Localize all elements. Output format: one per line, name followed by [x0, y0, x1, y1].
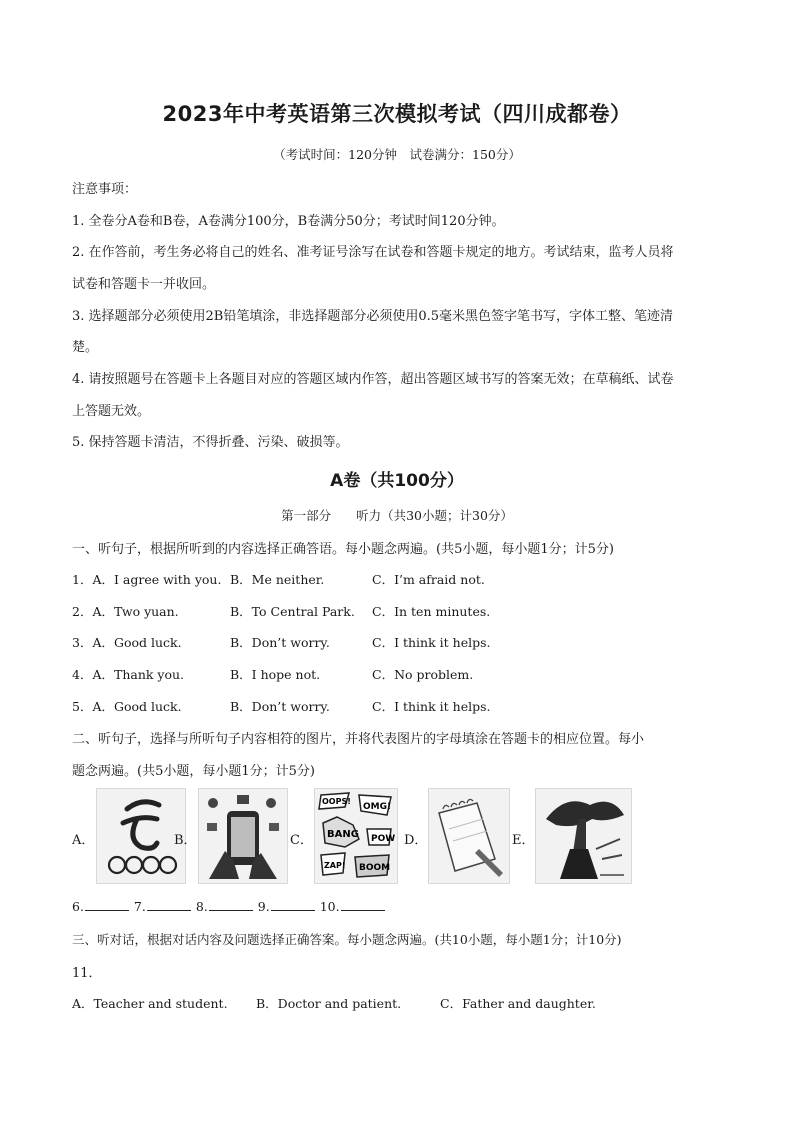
picture-label-b: B． — [174, 833, 197, 848]
option-a: A．Teacher and student. — [72, 996, 228, 1011]
option-a: 4．A．Thank you. — [72, 667, 185, 682]
olympic-rings-icon — [96, 788, 186, 884]
answer-blank[interactable] — [147, 898, 191, 911]
comic-word: OMG! — [363, 802, 392, 812]
note-line: 楚。 — [72, 340, 99, 355]
note-line: 上答题无效。 — [72, 404, 151, 419]
option-c: C．Father and daughter. — [440, 996, 596, 1011]
option-b: B．Don’t worry. — [230, 699, 330, 714]
part3-instruction: 三、听对话，根据对话内容及问题选择正确答案。每小题念两遍。(共10小题，每小题1分；计10分) — [72, 932, 622, 947]
blank-label: 6. — [72, 899, 84, 914]
option-c: C．I think it helps. — [372, 635, 491, 650]
comic-word: POW — [371, 834, 396, 844]
blank-label: 10. — [319, 899, 340, 914]
picture-label-c: C． — [290, 833, 313, 848]
option-b: B．Doctor and patient. — [256, 996, 402, 1011]
part-one-title: 第一部分 听力（共30小题；计30分） — [281, 508, 513, 523]
note-line: 5. 保持答题卡清洁，不得折叠、污染、破损等。 — [72, 435, 349, 450]
comic-word: BOOM — [359, 863, 391, 873]
answer-blank[interactable] — [85, 898, 129, 911]
exam-duration-subtitle: （考试时间：120分钟 试卷满分：150分） — [273, 147, 521, 162]
part1-instruction: 一、听句子，根据所听到的内容选择正确答语。每小题念两遍。(共5小题，每小题1分；计5分) — [72, 542, 614, 557]
note-line: 4. 请按照题号在答题卡上各题目对应的答题区域内作答，超出答题区域书写的答案无效；在草稿纸、试卷 — [72, 372, 674, 387]
answer-blank[interactable] — [341, 898, 385, 911]
option-c: C．In ten minutes. — [372, 604, 491, 619]
picture-label-d: D． — [404, 833, 428, 848]
option-b: B．Me neither. — [230, 572, 325, 587]
note-line: 试卷和答题卡一并收回。 — [72, 277, 216, 292]
option-b: B．Don’t worry. — [230, 635, 330, 650]
option-b: B．To Central Park. — [230, 604, 355, 619]
part2-instruction: 二、听句子，选择与所听句子内容相符的图片，并将代表图片的字母填涂在答题卡的相应位置。每小 — [72, 732, 645, 747]
answer-blank[interactable] — [271, 898, 315, 911]
notebook-pen-icon — [428, 788, 510, 884]
option-a: 2．A．Two yuan. — [72, 604, 179, 619]
comic-word: ZAP! — [324, 861, 346, 870]
part2-instruction: 题念两遍。(共5小题，每小题1分；计5分) — [72, 764, 315, 779]
notes-heading: 注意事项： — [72, 182, 138, 197]
answer-blanks-6-10 — [72, 898, 386, 914]
tree-scene-icon — [535, 788, 632, 884]
question-11-number: 11． — [72, 966, 102, 981]
picture-label-a: A． — [72, 833, 95, 848]
picture-label-e: E． — [512, 833, 535, 848]
answer-blank[interactable] — [209, 898, 253, 911]
comic-word: BANG — [327, 829, 359, 840]
option-a: 3．A．Good luck. — [72, 635, 182, 650]
note-line: 2. 在作答前，考生务必将自己的姓名、准考证号涂写在试卷和答题卡规定的地方。考试结束，监考人员将 — [72, 245, 674, 260]
blank-label: 8. — [195, 899, 208, 914]
option-c: C．No problem. — [372, 667, 474, 682]
option-c: C．I’m afraid not. — [372, 572, 485, 587]
blank-label: 9. — [257, 899, 270, 914]
comic-word: OOPS! — [322, 797, 351, 806]
smartphone-icon — [198, 788, 288, 884]
note-line: 3. 选择题部分必须使用2B铅笔填涂，非选择题部分必须使用0.5毫米黑色签字笔书写，字体工整、笔迹清 — [72, 309, 674, 324]
blank-label: 7. — [133, 899, 146, 914]
note-line: 1. 全卷分A卷和B卷，A卷满分100分，B卷满分50分；考试时间120分钟。 — [72, 214, 505, 229]
option-c: C．I think it helps. — [372, 699, 491, 714]
option-a: 5．A．Good luck. — [72, 699, 182, 714]
comic-bubbles-icon — [314, 788, 398, 884]
page-title: 2023年中考英语第三次模拟考试（四川成都卷） — [162, 102, 632, 126]
option-b: B．I hope not. — [230, 667, 321, 682]
section-a-title: A卷（共100分） — [330, 471, 464, 491]
option-a: 1．A．I agree with you. — [72, 572, 222, 587]
